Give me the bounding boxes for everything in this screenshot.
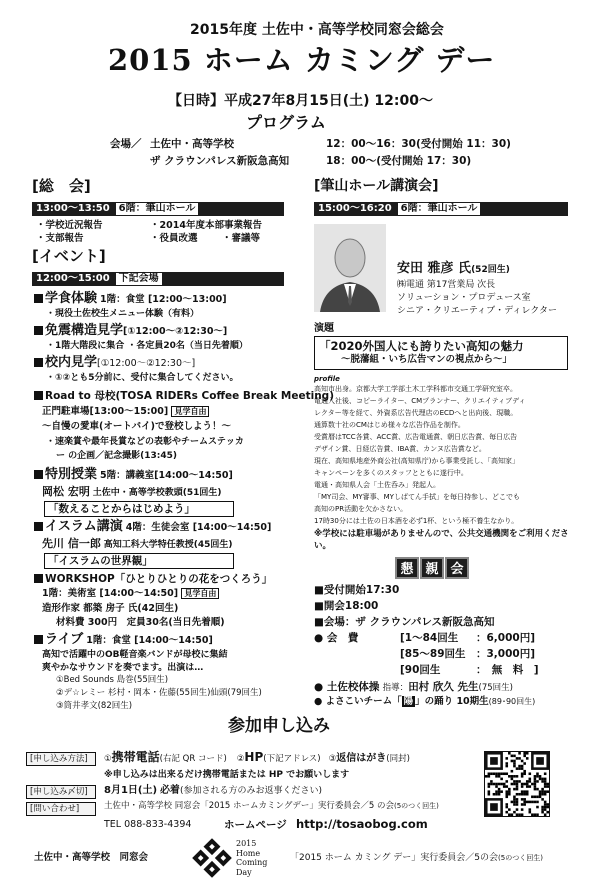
contact <box>104 802 439 812</box>
apply-postcard: 返信はがき <box>336 753 387 764</box>
square-bullet-icon <box>34 522 43 531</box>
apply-mobile[interactable]: 携帯電話 <box>111 750 160 764</box>
event-bar <box>32 272 284 286</box>
logo-word: Home <box>236 848 261 858</box>
deadline-date: 8月1日(土) <box>104 785 158 796</box>
speaker-generation: (52回生) <box>471 265 510 275</box>
event-detail: 高知で活躍中のOB軽音楽バンドが母校に集結 <box>42 650 228 660</box>
event-detail: ①Bed Sounds 島巻(55回生) <box>56 675 169 685</box>
event-place: 下記会場 <box>116 273 162 285</box>
yosakoi-generation: (89･90回生) <box>488 697 536 706</box>
konshinkai-reception: ■受付開始17:30 <box>314 584 400 596</box>
apply-note: ※申し込みは出来るだけ携帯電話または HP でお願いします <box>104 770 350 780</box>
lecture-label: 演題 <box>314 323 334 334</box>
event-detail: ～自慢の愛車(オートバイ)で登校しよう！～ <box>42 421 231 432</box>
square-bullet-icon <box>34 358 43 367</box>
event-islam <box>34 520 271 535</box>
qr-code-icon <box>485 752 549 816</box>
square-bullet-icon <box>34 326 43 335</box>
venue-school-time: 12：00～16：30(受付開始 11：30) <box>326 138 511 150</box>
event-menshin <box>34 324 227 339</box>
apply-postcard-note: (同封) <box>386 754 410 764</box>
topic-box: 「数えることからはじめよう」 <box>44 501 234 517</box>
event-title: 特別授業 <box>45 467 98 482</box>
event-sub: 1階：食堂 [14:00～14:50] <box>86 635 213 646</box>
event-tokubetsu <box>34 468 233 483</box>
profile-line: 通算数十社のCMはじめ様々な広告作品を制作。 <box>314 421 465 429</box>
kengaku-badge: 見学自由 <box>171 406 209 417</box>
lecture-subtitle: ～脱藩組・いち広告マンの視点から～」 <box>341 354 513 365</box>
profile-line: レクター等を経て、外資系広告代理店のECDへと出向後、現職。 <box>314 409 518 417</box>
yosakoi-dance: 」の踊り <box>415 696 454 707</box>
topic-box: 「イスラムの世界観」 <box>44 553 234 569</box>
soukai-item: ・役員改選 <box>150 233 198 244</box>
hall-lecture-place: 6階：筆山ホール <box>398 203 481 215</box>
event-detail <box>42 538 232 551</box>
event-road <box>34 390 334 402</box>
event-sub: 4階：生徒会室 [14:00～14:50] <box>125 522 272 533</box>
hall-lecture-bar <box>314 202 568 216</box>
konshinkai-venue: ■会場：ザ クラウンパレス新阪急高知 <box>314 616 495 628</box>
fee-gen: [90回生 <box>400 664 441 676</box>
hall-lecture-heading: [筆山ホール講演会] <box>314 178 439 194</box>
event-heading: [イベント] <box>32 247 106 265</box>
footer-committee-small: (5のつく回生) <box>498 854 543 862</box>
event-detail: ・1階大階段に集合 ・各定員20名（当日先着順） <box>46 341 248 351</box>
event-date: 【日時】平成27年8月15日(土) 12:00～ <box>168 93 433 109</box>
contact-label: [問い合わせ] <box>26 802 96 816</box>
homecoming-logo-icon <box>190 836 234 880</box>
taisou-line <box>314 681 513 694</box>
profile-line: 高知のPR活動を欠かさない。 <box>314 505 408 513</box>
fee-amount: ：6,000円] <box>476 632 536 644</box>
event-title: 学食体験 <box>45 291 98 306</box>
soukai-time: 13:00～13:50 <box>36 203 110 214</box>
taisou-teacher: 田村 欣久 先生 <box>408 681 479 693</box>
speaker-title: シニア・クリエーティブ・ディレクター <box>397 306 558 316</box>
soukai-item: ・2014年度本部事業報告 <box>150 220 262 231</box>
event-detail <box>42 589 219 600</box>
footer-committee-text: 「2015 ホーム カミング デー」実行委員会／5の会 <box>290 853 499 863</box>
soukai-item: ・学校近況報告 <box>36 220 103 231</box>
fee-amount: ：3,000円] <box>476 648 536 660</box>
footer-org: 土佐中・高等学校 同窓会 <box>34 852 149 863</box>
event-detail: ・速楽賞や最年長賞などの表彰やチームステッカ <box>46 437 244 447</box>
event-title: ライブ <box>45 632 84 647</box>
apply-hp-note: (下記アドレス) <box>263 754 321 764</box>
event-detail: ・現役土佐校生メニュー体験（有料） <box>46 309 200 319</box>
contact-small: (5のつく回生) <box>393 802 439 810</box>
teacher-affiliation: 土佐中・高等学校教頭(51回生) <box>92 488 222 498</box>
profile-line: 「MY司会、MY審事、MYしばてん手拭」を毎日持参し、どこでも <box>314 493 520 501</box>
homepage-link[interactable]: http://tosaobog.com <box>296 817 428 831</box>
event-detail: ・①②とも5分前に、受付に集合してください。 <box>46 373 239 383</box>
event-detail: 造形作家 都築 房子 氏(42回生) <box>42 603 179 614</box>
yosakoi-title: ● よさこいチーム「 <box>314 696 402 707</box>
venue-label: 会場／ <box>110 138 142 150</box>
yosakoi-line <box>314 697 535 708</box>
event-sub: [①12:00～②12:30～] <box>97 358 196 369</box>
profile-line: キャンペーンを多くのスタッフとともに遂行中。 <box>314 469 468 477</box>
taisou-title: ● 土佐校体操 <box>314 681 380 693</box>
deadline-strict: 必着 <box>159 785 180 796</box>
deadline-note: (参加される方のみお返事ください) <box>179 786 322 796</box>
event-detail: ②デ☆レミー 杉村・岡本・佐藤(55回生)仙頭(79回生) <box>56 688 262 698</box>
event-road-place: 正門駐車場[13:00～15:00] <box>42 406 169 417</box>
apply-method-label: [申し込み方法] <box>26 752 96 766</box>
konshinkai-char: 懇 <box>395 557 419 579</box>
event-sub: 1階：美術室 [14:00～14:50] <box>42 588 179 599</box>
qr-code[interactable] <box>484 751 550 817</box>
taisou-guide-label: 指導： <box>382 683 409 693</box>
venue-school: 土佐中・高等学校 <box>150 138 234 150</box>
yosakoi-team: 陽 <box>403 696 414 707</box>
apply-deadline-label: [申し込み〆切] <box>26 785 96 799</box>
profile-line: 電通入社後、コピーライター、CMプランナー、クリエイティブディ <box>314 397 526 405</box>
logo-year: 2015 <box>236 839 257 848</box>
square-bullet-icon <box>34 574 43 583</box>
contact-tel: TEL 088-833-4394 <box>104 819 192 830</box>
event-sub: 1階：食堂 [12:00～13:00] <box>100 294 227 305</box>
square-bullet-icon <box>34 294 43 303</box>
event-detail: ー の企画／記念撮影(13:45) <box>56 451 178 461</box>
profile-label: profile <box>314 375 340 383</box>
org-event-heading: 2015年度 土佐中・高等学校同窓会総会 <box>190 22 444 38</box>
venue-hotel: ザ クラウンパレス新阪急高知 <box>150 155 290 167</box>
lecture-title-box <box>314 336 568 370</box>
soukai-item: ・審議等 <box>222 233 261 244</box>
apply-method <box>104 751 410 765</box>
apply-num: ③ <box>328 754 337 764</box>
event-detail: 材料費 300円 定員30名(当日先着順) <box>56 617 225 628</box>
apply-num: ① <box>104 754 112 764</box>
fee-gen: [85～89回生 <box>400 648 466 660</box>
konshinkai-char: 会 <box>445 557 469 579</box>
apply-hp[interactable]: HP <box>244 750 264 764</box>
footer-logo <box>190 836 270 880</box>
event-detail: 爽やかなサウンドを奏でます。出演は… <box>42 663 204 673</box>
event-kounai <box>34 356 195 371</box>
yosakoi-cohort: 10期生 <box>453 696 489 707</box>
venue-hotel-time: 18：00～(受付開始 17：30) <box>326 155 472 167</box>
footer-committee <box>290 853 543 863</box>
profile-line: 受賞暦はTCC各賞、ACC賞、広告電通賞、朝日広告賞、毎日広告 <box>314 433 518 441</box>
logo-word: Day <box>236 867 252 877</box>
page-title: 2015 ホーム カミング デー <box>108 43 496 77</box>
speaker-name-line <box>397 262 510 277</box>
lecturer-affiliation: 高知工科大学特任教授(45回生) <box>103 540 233 550</box>
event-title: Road to 母校(TOSA RIDERs Coffee Break Meeting) <box>45 390 334 402</box>
profile-line: 高知市出身。京都大学工学部土木工学科都市交通工学研究室卒。 <box>314 385 517 393</box>
event-title: 校内見学 <box>45 355 98 370</box>
person-silhouette-icon <box>314 224 386 312</box>
event-gakushoku <box>34 292 227 307</box>
soukai-bar <box>32 202 284 216</box>
soukai-item: ・支部報告 <box>36 233 84 244</box>
soukai-place: 6階：筆山ホール <box>116 203 199 215</box>
square-bullet-icon <box>34 470 43 479</box>
event-live <box>34 633 213 648</box>
contact-text: 土佐中・高等学校 同窓会「2015 ホームカミングデー」実行委員会／5 の会 <box>104 801 394 811</box>
profile-line: デザイン賞、日経広告賞、IBA賞、カンヌ広告賞など。 <box>314 445 486 453</box>
speaker-photo <box>314 224 386 312</box>
profile-line: 電通・高知県人会「土佐呑み」発起人。 <box>314 481 440 489</box>
logo-word: Coming <box>236 858 268 867</box>
parking-notice: ※学校には駐車場がありませんので、公共交通機関をご利用ください。 <box>314 529 569 551</box>
square-bullet-icon <box>34 391 43 400</box>
fee-label: ● 会 費 <box>314 632 359 644</box>
event-detail <box>42 407 209 418</box>
profile-line: 現在、高知県地産外商公社(高知県庁)から事業受託し、「高知家」 <box>314 457 519 465</box>
event-sub: 5階：講義室[14:00～14:50] <box>100 470 233 481</box>
square-bullet-icon <box>34 635 43 644</box>
taisou-generation: (75回生) <box>478 683 513 693</box>
hall-lecture-time: 15:00～16:20 <box>318 203 392 214</box>
speaker-title: ソリューション・プロデュース室 <box>397 293 531 303</box>
teacher-name: 岡松 宏明 <box>42 485 90 498</box>
konshinkai-char: 親 <box>420 557 444 579</box>
speaker-title: ㈱電通 第17営業局 次長 <box>397 280 496 290</box>
apply-heading: 参加申し込み <box>228 716 330 736</box>
lecturer-name: 先川 信一郎 <box>42 537 101 550</box>
kengaku-badge: 見学自由 <box>181 588 219 599</box>
event-detail: ③筒井孝文(82回生) <box>56 701 133 711</box>
program-heading: プログラム <box>246 113 326 132</box>
lecture-title: 「2020外国人にも誇りたい高知の魅力 <box>319 339 524 353</box>
apply-num: ② <box>236 754 245 764</box>
profile-line: 17時30分には土佐の日本酒を必ず1杯、という極不養生なかり。 <box>314 517 519 525</box>
apply-mobile-note: (右記 QR コード) <box>159 754 227 764</box>
event-time: 12:00～15:00 <box>36 273 110 284</box>
apply-deadline <box>104 785 322 797</box>
konshinkai-heading <box>395 557 470 579</box>
konshinkai-open: ■開会18:00 <box>314 600 379 612</box>
fee-gen: [1～84回生 <box>400 632 459 644</box>
soukai-heading: [総 会] <box>32 177 91 195</box>
fee-amount: ： 無 料 ] <box>476 664 539 676</box>
event-workshop <box>34 573 272 585</box>
event-detail <box>42 486 221 499</box>
speaker-name: 安田 雅彦 氏 <box>397 261 472 276</box>
event-sub: [①12:00～②12:30～] <box>123 326 228 337</box>
event-title: 免震構造見学 <box>45 323 124 338</box>
event-title: WORKSHOP「ひとりひとりの花をつくろう」 <box>45 573 273 585</box>
event-title: イスラム講演 <box>45 519 123 534</box>
homepage-label: ホームページ <box>224 819 287 831</box>
